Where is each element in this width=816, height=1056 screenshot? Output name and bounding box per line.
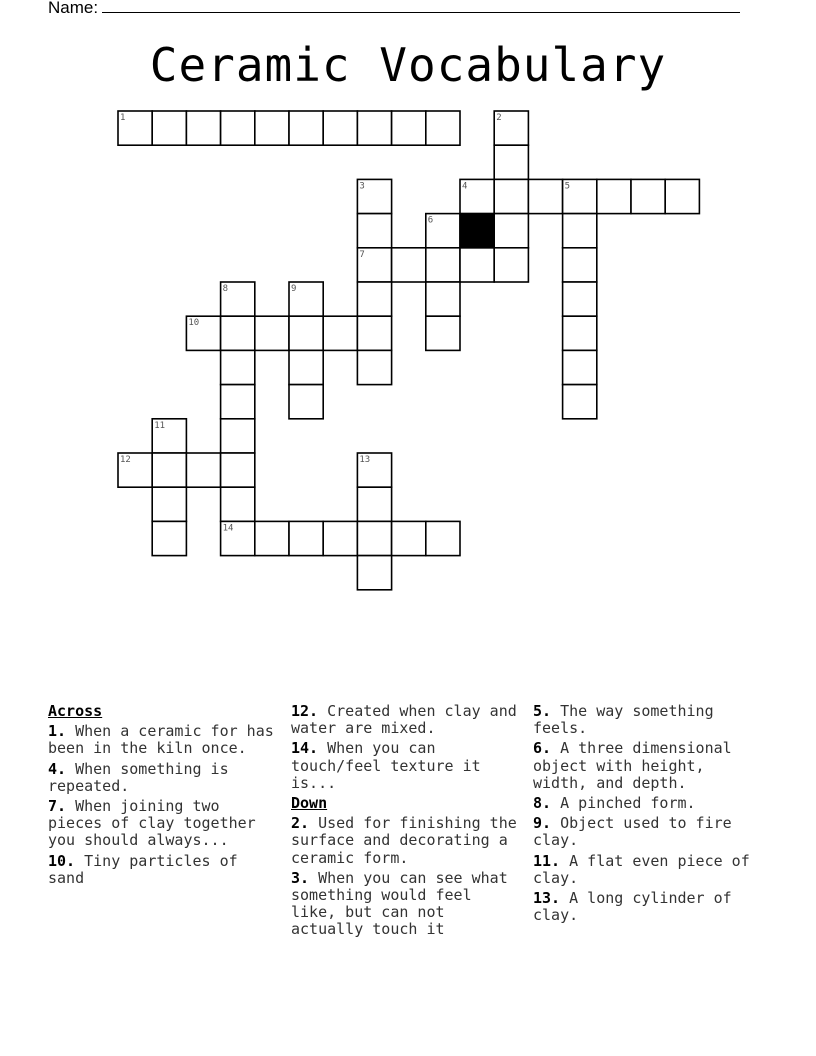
grid-cell[interactable] [323, 111, 357, 145]
grid-cell[interactable] [665, 179, 699, 213]
grid-cell[interactable] [186, 111, 220, 145]
grid-cell[interactable] [357, 556, 391, 590]
clue-number: 11 [154, 420, 166, 431]
grid-cell[interactable] [221, 453, 255, 487]
page-title: Ceramic Vocabulary [149, 38, 667, 92]
grid-cell[interactable] [289, 521, 323, 555]
grid-cell[interactable] [323, 316, 357, 350]
clues-column-2 [291, 703, 523, 942]
across-heading: Across [48, 702, 103, 720]
clue-number: 3 [359, 181, 365, 192]
grid-cell[interactable] [460, 248, 494, 282]
grid-cell[interactable] [563, 385, 597, 419]
grid-cell[interactable] [426, 316, 460, 350]
grid-cell[interactable] [494, 248, 528, 282]
grid-cell[interactable] [289, 111, 323, 145]
grid-cell[interactable] [563, 282, 597, 316]
grid-cell[interactable] [289, 350, 323, 384]
grid-cell[interactable] [597, 179, 631, 213]
grid-cell[interactable] [494, 145, 528, 179]
grid-cell[interactable] [221, 350, 255, 384]
down-heading: Down [291, 794, 328, 813]
clue-number: 9 [291, 284, 297, 294]
clue-down-11: 11. A flat even piece of clay. [533, 851, 750, 887]
clue-down-5: 5. The way something feels. [533, 702, 714, 738]
grid-cell[interactable] [323, 521, 357, 555]
name-label: Name: [48, 0, 99, 17]
grid-cell[interactable] [357, 282, 391, 316]
grid-cell[interactable] [494, 179, 528, 213]
clue-across-7: 7. When joining two pieces of clay together you should always... [48, 797, 256, 850]
grid-cell[interactable] [289, 316, 323, 350]
clue-number: 10 [188, 318, 200, 329]
clue-down-8: 8. A pinched form. [533, 794, 696, 813]
clue-down-6: 6. A three dimensional object with height, width, and depth. [533, 739, 732, 792]
clue-number: 8 [222, 284, 229, 294]
grid-cell[interactable] [221, 419, 255, 453]
clue-number: 5 [564, 181, 571, 192]
grid-cell[interactable] [528, 179, 562, 213]
clue-across-1: 1. When a ceramic for has been in the kiln once. [48, 722, 274, 758]
grid-cell[interactable] [494, 214, 528, 248]
grid-cell[interactable] [563, 214, 597, 248]
clue-down-3: 3. When you can see what something would feel like, but can not actually touch it [291, 868, 508, 939]
grid-cell[interactable] [357, 521, 391, 555]
clue-down-9: 9. Object used to fire clay. [533, 814, 732, 850]
grid-cell[interactable] [152, 111, 186, 145]
grid-cell[interactable] [357, 316, 391, 350]
grid-cell[interactable] [357, 214, 391, 248]
grid-cell[interactable] [426, 521, 460, 555]
grid-cell[interactable] [426, 248, 460, 282]
grid-cell[interactable] [221, 385, 255, 419]
clue-down-2: 2. Used for finishing the surface and decorating a ceramic form. [291, 814, 517, 867]
clue-across-10: 10. Tiny particles of sand [48, 851, 238, 887]
grid-cell[interactable] [152, 487, 186, 521]
clue-number: 7 [359, 249, 365, 260]
clue-number: 1 [120, 113, 126, 123]
grid-cell[interactable] [221, 111, 255, 145]
clues-column-1 [48, 703, 280, 890]
clue-across-14: 14. When you can touch/feel texture it is... [291, 739, 481, 792]
clues-column-3 [533, 703, 765, 927]
clue-across-12: 12. Created when clay and water are mixed. [291, 702, 517, 738]
grid-cell[interactable] [152, 521, 186, 555]
grid-cell[interactable] [563, 248, 597, 282]
grid-cell[interactable] [357, 111, 391, 145]
grid-cell[interactable] [221, 316, 255, 350]
grid-cell[interactable] [186, 453, 220, 487]
grid-cell[interactable] [221, 487, 255, 521]
clue-number: 14 [222, 523, 234, 534]
grid-cell[interactable] [426, 111, 460, 145]
grid-cell[interactable] [563, 316, 597, 350]
clue-number: 6 [427, 215, 434, 226]
grid-cell[interactable] [392, 111, 426, 145]
clue-number: 13 [359, 455, 371, 465]
clue-number: 4 [462, 181, 468, 192]
clue-number: 2 [496, 113, 502, 123]
grid-cell[interactable] [152, 453, 186, 487]
grid-cell[interactable] [255, 111, 289, 145]
grid-cell[interactable] [255, 521, 289, 555]
clue-number: 12 [120, 455, 131, 465]
clue-across-4: 4. When something is repeated. [48, 759, 229, 795]
clue-down-13: 13. A long cylinder of clay. [533, 889, 732, 925]
grid-cell[interactable] [563, 350, 597, 384]
grid-cell[interactable] [357, 487, 391, 521]
grid-cell[interactable] [631, 179, 665, 213]
grid-cell[interactable] [392, 521, 426, 555]
grid-cell[interactable] [255, 316, 289, 350]
grid-cell[interactable] [426, 282, 460, 316]
black-cell [460, 214, 494, 248]
grid-cell[interactable] [289, 385, 323, 419]
grid-cell[interactable] [392, 248, 426, 282]
grid-cell[interactable] [357, 350, 391, 384]
